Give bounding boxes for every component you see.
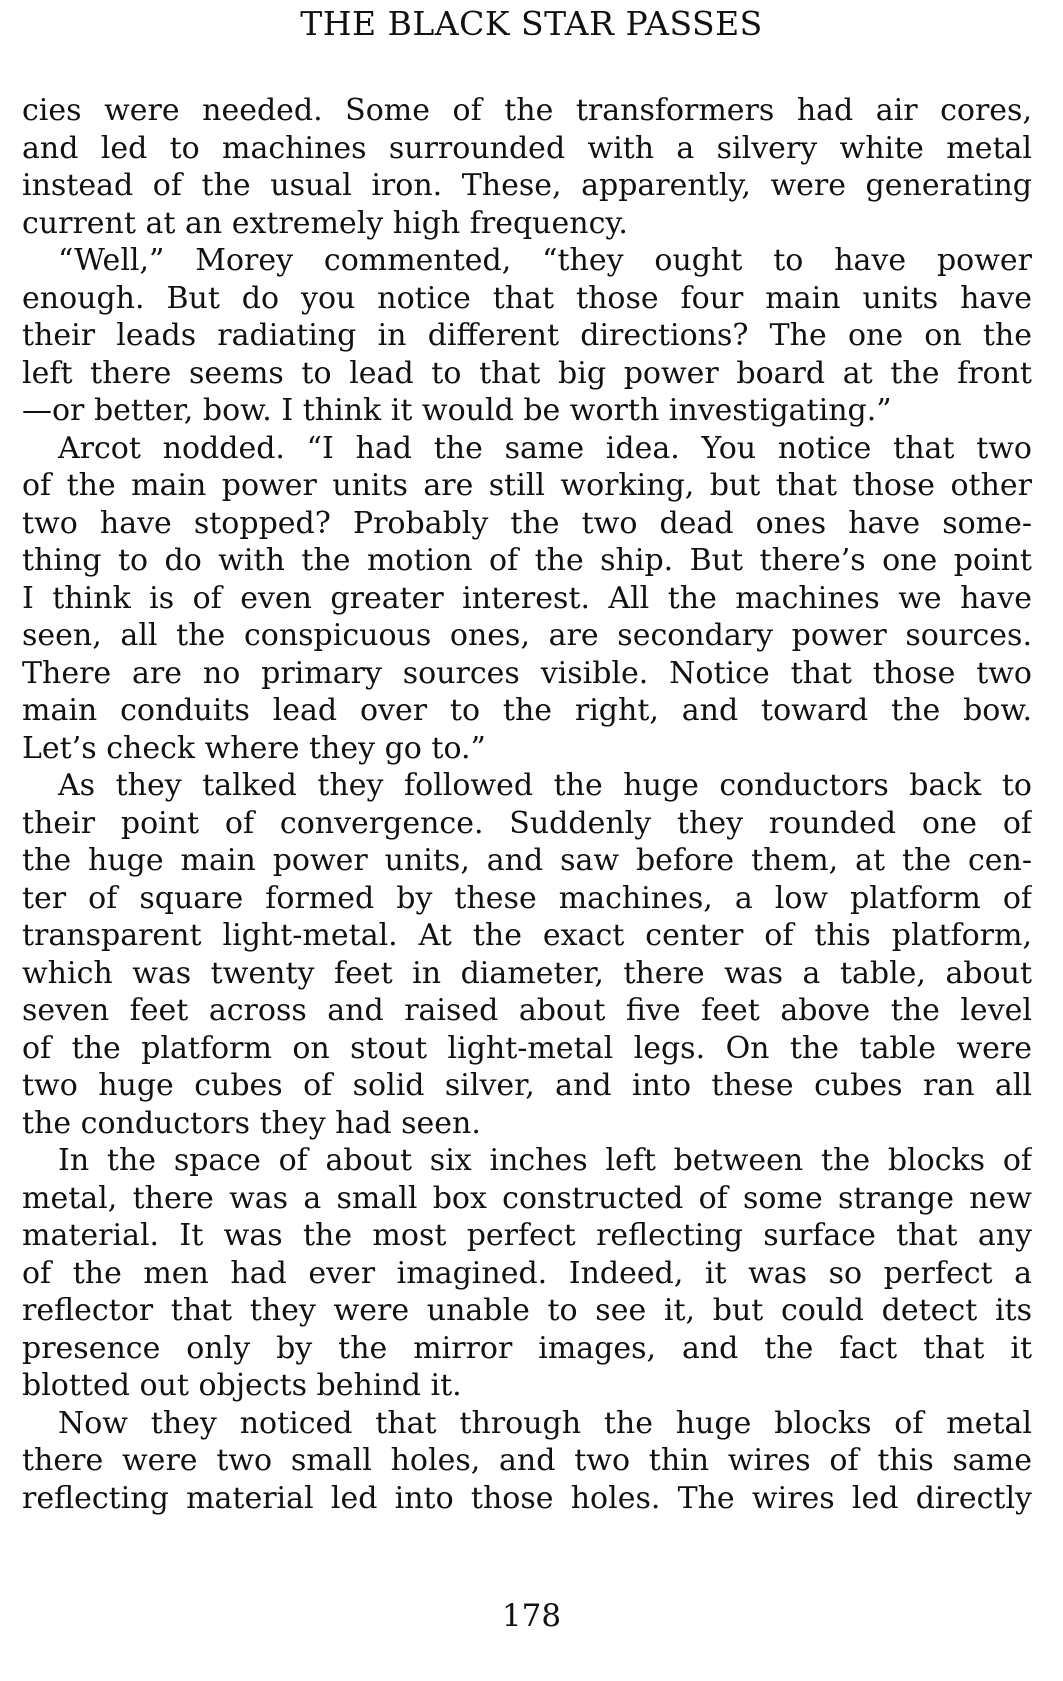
text-line: blotted out objects behind it. [22, 1368, 462, 1403]
text-line: Now they noticed that through the huge blocks of metal [58, 1405, 1032, 1441]
text-line: There are no primary sources visible. Notice that those two [22, 655, 1032, 691]
text-line: there were two small holes, and two thin wires of this same [22, 1443, 1032, 1478]
body-text [22, 92, 1032, 1517]
text-line: their point of convergence. Suddenly they rounded one of [22, 805, 1032, 841]
text-line: presence only by the mirror images, and the fact that it [22, 1330, 1032, 1366]
text-line: two huge cubes of solid silver, and into these cubes ran all [22, 1068, 1032, 1103]
text-line: thing to do with the motion of the ship. But there’s one point [22, 543, 1032, 578]
text-line: the huge main power units, and saw before them, at the cen- [22, 843, 1032, 878]
text-line: enough. But do you notice that those four main units have [22, 280, 1032, 316]
text-line: Arcot nodded. “I had the same idea. You notice that two [58, 430, 1032, 466]
text-line: material. It was the most perfect reflecting surface that any [22, 1218, 1032, 1253]
text-line: ter of square formed by these machines, a low platform of [22, 880, 1032, 916]
text-line: As they talked they followed the huge conductors back to [58, 768, 1032, 803]
text-line: —or better, bow. I think it would be worth investigating.” [22, 393, 892, 428]
text-line: instead of the usual iron. These, apparently, were generating [22, 168, 1032, 203]
text-line: and led to machines surrounded with a silvery white metal [22, 130, 1032, 166]
text-line: the conductors they had seen. [22, 1105, 481, 1141]
text-line: seven feet across and raised about five feet above the level [22, 993, 1032, 1028]
text-line: reflector that they were unable to see it, but could detect its [22, 1293, 1032, 1328]
running-head: THE BLACK STAR PASSES [300, 4, 763, 43]
text-line: cies were needed. Some of the transformers had air cores, [22, 93, 1032, 128]
text-line: transparent light-metal. At the exact center of this platform, [22, 918, 1032, 953]
text-line: Let’s check where they go to.” [22, 730, 486, 766]
text-line: two have stopped? Probably the two dead ones have some- [22, 505, 1032, 541]
text-line: their leads radiating in different directions? The one on the [22, 318, 1032, 353]
text-line: “Well,” Morey commented, “they ought to have power [58, 243, 1032, 278]
text-line: In the space of about six inches left between the blocks of [58, 1143, 1032, 1178]
text-line: metal, there was a small box constructed of some strange new [22, 1180, 1032, 1216]
page-number: 178 [501, 1598, 562, 1634]
text-line: I think is of even greater interest. All the machines we have [22, 580, 1032, 616]
text-line: current at an extremely high frequency. [22, 205, 628, 241]
text-line: of the platform on stout light-metal legs. On the table were [22, 1030, 1032, 1066]
text-line: of the main power units are still working, but that those other [22, 468, 1032, 503]
text-line: main conduits lead over to the right, and toward the bow. [22, 693, 1032, 728]
text-line: seen, all the conspicuous ones, are secondary power sources. [22, 618, 1032, 653]
text-line: of the men had ever imagined. Indeed, it was so perfect a [22, 1255, 1032, 1291]
text-line: reflecting material led into those holes. The wires led directly [22, 1480, 1032, 1516]
text-line: left there seems to lead to that big power board at the front [22, 355, 1032, 391]
text-line: which was twenty feet in diameter, there was a table, about [22, 955, 1032, 991]
